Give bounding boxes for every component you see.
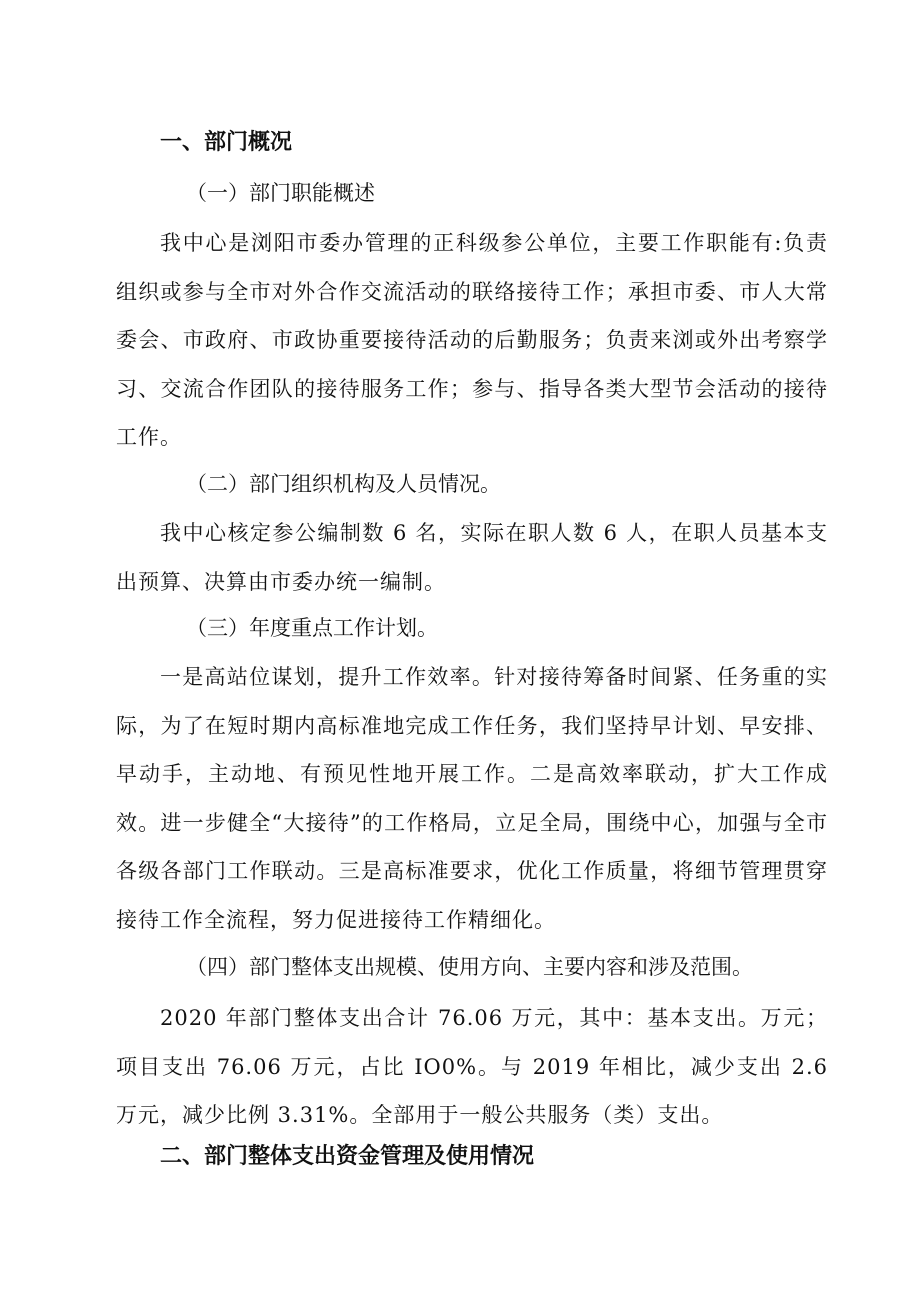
subheading-expenditure-scale: （四）部门整体支出规模、使用方向、主要内容和涉及范围。 (186, 955, 753, 979)
paragraph-organization: 我中心核定参公编制数 6 名，实际在职人数 6 人，在职人员基本支出预算、决算由市委办统一编制。 (116, 521, 828, 594)
paragraph-expenditure-scale: 2020 年部门整体支出合计 76.06 万元，其中：基本支出。万元；项目支出 76.06 万元，占比 IO0%。与 2019 年相比，减少支出 2.6 万元，减少比例 3.31%。全部用于一般公共服务（类）支出。 (116, 1006, 828, 1127)
section-heading-fund-management: 二、部门整体支出资金管理及使用情况 (160, 1144, 535, 1169)
paragraph-work-plan: 一是高站位谋划，提升工作效率。针对接待筹备时间紧、任务重的实际，为了在短时期内高标准地完成工作任务，我们坚持早计划、早安排、早动手，主动地、有预见性地开展工作。二是高效率联动，扩大工作成效。进一步健全“大接待”的工作格局，立足全局，围绕中心，加强与全市各级各部门工作联动。三是高标准要求，优化工作质量，将细节管理贯穿接待工作全流程，努力促进接待工作精细化。 (116, 665, 828, 932)
subheading-functions: （一）部门职能概述 (186, 181, 375, 205)
section-heading-department-overview: 一、部门概况 (160, 130, 293, 155)
subheading-work-plan: （三）年度重点工作计划。 (186, 616, 438, 640)
subheading-organization: （二）部门组织机构及人员情况。 (186, 472, 501, 496)
paragraph-functions: 我中心是浏阳市委办管理的正科级参公单位，主要工作职能有:负责组织或参与全市对外合作交流活动的联络接待工作；承担市委、市人大常委会、市政府、市政协重要接待活动的后勤服务；负责来浏或外出考察学习、交流合作团队的接待服务工作；参与、指导各类大型节会活动的接待工作。 (116, 231, 828, 449)
